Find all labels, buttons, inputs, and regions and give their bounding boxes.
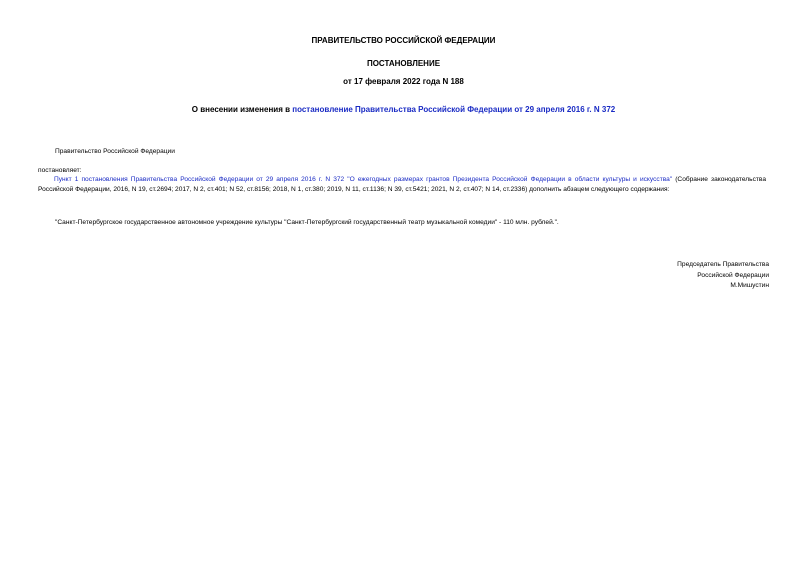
amendment-paragraph-text: (Собрание законодательства Российской Федерации, 2016, N 19, ст.2694; 2017, N 2, ст.401; N 52, ст.8156; 2018, N 1, ст.380; 2019, N 11, ст.1136; N 39, ст.5421; 2021, N 2, ст.407; N 14, ст.2336) дополнить абзацем следующего содержания: bbox=[38, 176, 766, 193]
amendment-paragraph bbox=[38, 175, 766, 194]
signature-block bbox=[677, 260, 769, 292]
resolves-line: постановляет: bbox=[38, 167, 82, 174]
document-subject bbox=[0, 104, 807, 115]
government-line: Правительство Российской Федерации bbox=[55, 148, 175, 155]
added-paragraph-quote: "Санкт-Петербургское государственное автономное учреждение культуры "Санкт-Петербургский государственный театр музыкальной комедии" - 110 млн. рублей.". bbox=[55, 219, 559, 226]
signatory-name: М.Мишустин bbox=[730, 282, 769, 289]
government-heading: ПРАВИТЕЛЬСТВО РОССИЙСКОЙ ФЕДЕРАЦИИ bbox=[311, 36, 496, 45]
subject-prefix: О внесении изменения в bbox=[191, 105, 293, 114]
document-type-heading: ПОСТАНОВЛЕНИЕ bbox=[366, 59, 441, 68]
subject-resolution-link[interactable]: постановление Правительства Российской Федерации от 29 апреля 2016 г. N 372 bbox=[292, 105, 616, 114]
signatory-title-line2: Российской Федерации bbox=[697, 271, 769, 279]
signatory-title-line1: Председатель Правительства bbox=[677, 261, 769, 268]
amended-resolution-link[interactable]: Пункт 1 постановления Правительства Российской Федерации от 29 апреля 2016 г. N 372 "О ежегодных размерах грантов Президента Российской Федерации в области культуры и искусства" bbox=[54, 176, 673, 183]
date-number-heading: от 17 февраля 2022 года N 188 bbox=[343, 77, 464, 86]
